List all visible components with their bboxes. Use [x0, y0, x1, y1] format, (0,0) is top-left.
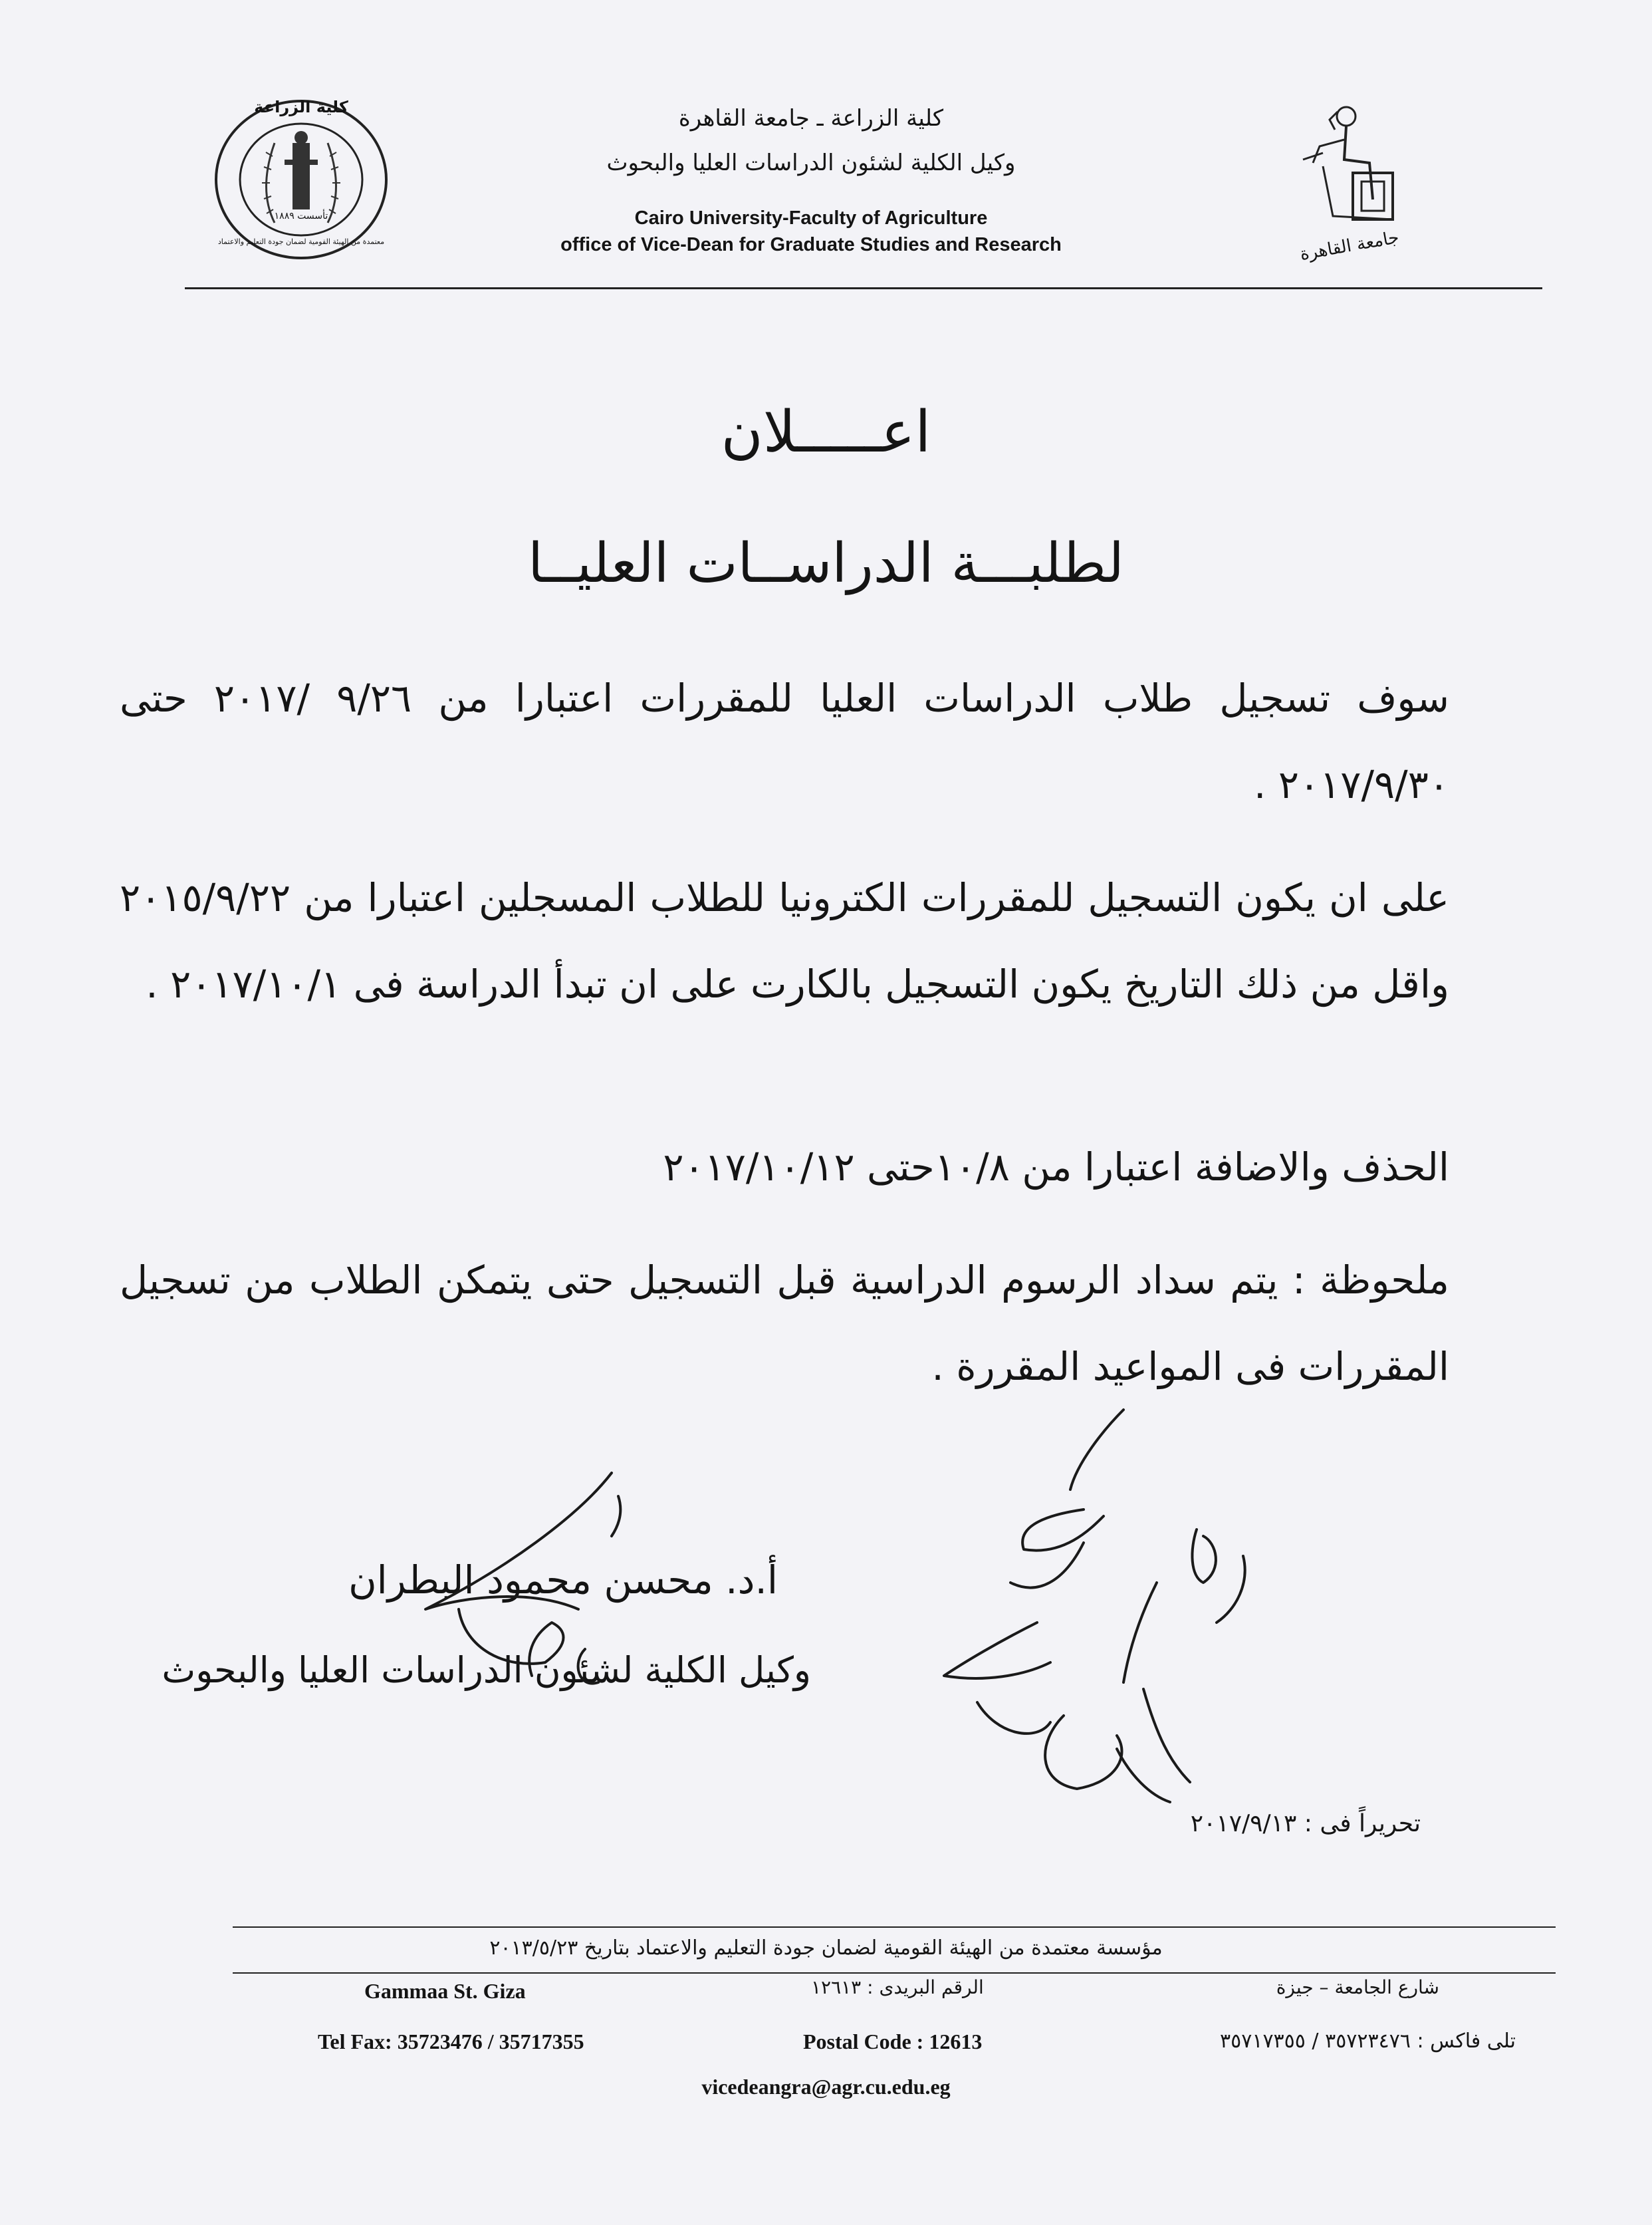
- cairo-university-logo: [1283, 100, 1416, 273]
- footer-divider-bottom: [233, 1972, 1556, 1974]
- header-english-office: office of Vice-Dean for Graduate Studies and Research: [560, 234, 1062, 255]
- announcement-title: اعـــــلان: [721, 399, 931, 465]
- footer-divider-top: [233, 1926, 1556, 1928]
- tel-fax-ar: تلى فاكس : ٣٥٧٢٣٤٧٦ / ٣٥٧١٧٣٥٥: [1219, 2029, 1516, 2053]
- seal-lower-ring: معتمدة من الهيئة القومية لضمان جودة التعليم والاعتماد: [217, 237, 385, 246]
- logo-caption: جامعة القاهرة: [1298, 227, 1401, 265]
- paragraph-add-drop: الحذف والاضافة اعتبارا من ١٠/٨حتى ٢٠١٧/١٠/١٢: [663, 1144, 1449, 1190]
- seated-scribe-icon: [1283, 100, 1416, 233]
- accreditation-note: مؤسسة معتمدة من الهيئة القومية لضمان جودة التعليم والاعتماد بتاريخ ٢٠١٣/٥/٢٣: [489, 1936, 1163, 1960]
- paragraph-registration-dates: سوف تسجيل طلاب الدراسات العليا للمقررات اعتبارا من ٩/٢٦ /٢٠١٧ حتى ٢٠١٧/٩/٣٠ .: [120, 676, 1449, 807]
- issue-date: تحريراً فى : ٢٠١٧/٩/١٣: [1190, 1810, 1421, 1837]
- paragraph-fees-note: ملحوظة : يتم سداد الرسوم الدراسية قبل التسجيل حتى يتمكن الطلاب من تسجيل المقررات فى المواعيد المقررة .: [120, 1257, 1449, 1389]
- postal-number-ar: الرقم البريدى : ١٢٦١٣: [811, 1976, 984, 1998]
- seal-founded: تأسست ١٨٨٩: [274, 211, 328, 221]
- paragraph-electronic-registration: على ان يكون التسجيل للمقررات الكترونيا للطلاب المسجلين اعتبارا من ٢٠١٥/٩/٢٢ واقل من ذلك التاريخ يكون التسجيل بالكارت على ان تبدأ الدراسة فى ٢٠١٧/١٠/١ .: [120, 875, 1449, 1007]
- announcement-subtitle: لطلبـــة الدراســات العليــا: [528, 532, 1124, 595]
- signatory-title: وكيل الكلية لشئون الدراسات العليا والبحوث: [162, 1649, 811, 1691]
- signatory-name: أ.د. محسن محمود البطران: [348, 1557, 778, 1603]
- street-address-en: Gammaa St. Giza: [364, 1979, 526, 2003]
- seal-logo: [211, 96, 391, 263]
- header-divider: [185, 287, 1542, 289]
- seal-ring-text: كلية الزراعة: [254, 98, 348, 116]
- header-arabic-faculty: كلية الزراعة ـ جامعة القاهرة: [678, 105, 944, 132]
- contact-email[interactable]: vicedeangra@agr.cu.edu.eg: [701, 2075, 951, 2099]
- header-arabic-office: وكيل الكلية لشئون الدراسات العليا والبحوث: [606, 150, 1016, 176]
- postal-code-en: Postal Code : 12613: [803, 2029, 983, 2053]
- tel-fax-en: Tel Fax: 35723476 / 35717355: [318, 2029, 584, 2053]
- header-english-faculty: Cairo University-Faculty of Agriculture: [634, 207, 988, 229]
- street-address-ar: شارع الجامعة – جيزة: [1276, 1976, 1439, 1998]
